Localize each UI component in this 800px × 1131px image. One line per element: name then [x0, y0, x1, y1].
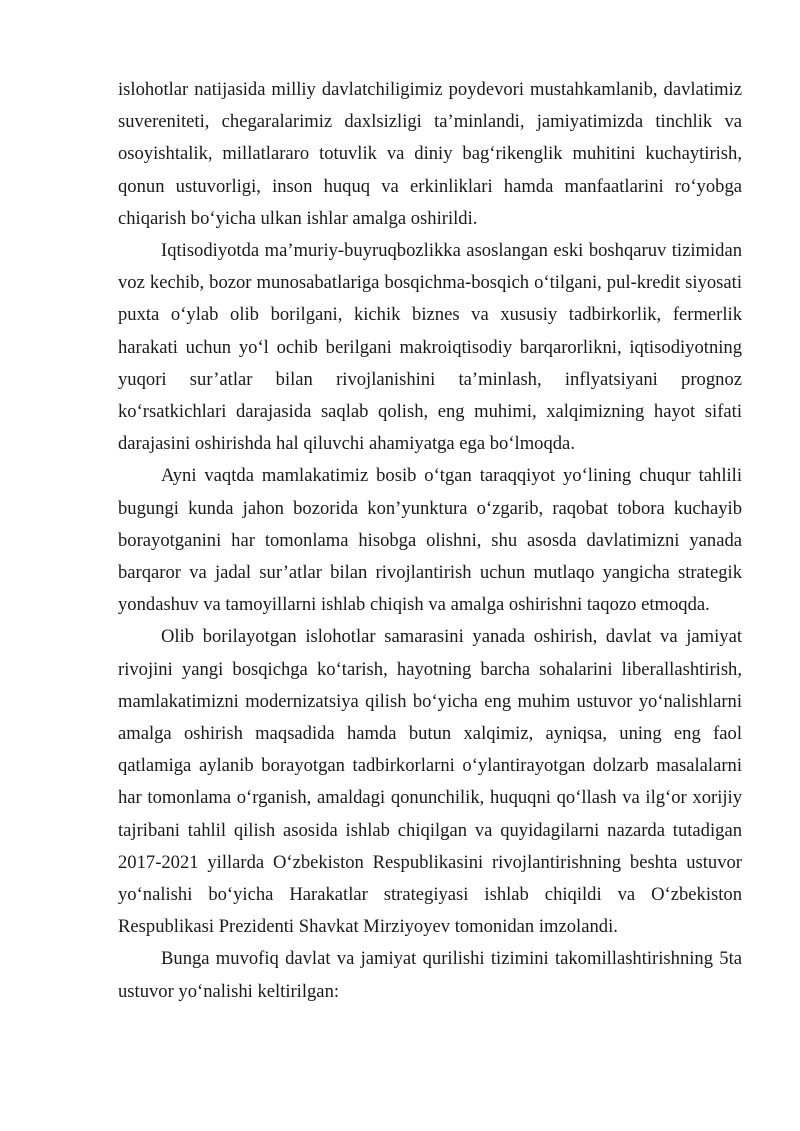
paragraph-2: Iqtisodiyotda ma’muriy-buyruqbozlikka asoslangan eski boshqaruv tizimidan voz kechib, bozor munosabatlariga bosqichma-bosqich o‘tilgani, pul-kredit siyosati puxta o‘ylab olib borilgani, kichik biznes va xususiy tadbirkorlik, fermerlik harakati uchun yo‘l ochib berilgani makroiqtisodiy barqarorlikni, iqtisodiyotning yuqori sur’atlar bilan rivojlanishini ta’minlash, inflyatsiyani prognoz ko‘rsatkichlari darajasida saqlab qolish, eng muhimi, xalqimizning hayot sifati darajasini oshirishda hal qiluvchi ahamiyatga ega bo‘lmoqda.	[118, 240, 742, 455]
paragraph-5: Bunga muvofiq davlat va jamiyat qurilishi tizimini takomillashtirishning 5ta ustuvor yo‘nalishi keltirilgan:	[118, 948, 742, 1002]
paragraph-3: Ayni vaqtda mamlakatimiz bosib o‘tgan taraqqiyot yo‘lining chuqur tahlili bugungi kunda jahon bozorida kon’yunktura o‘zgarib, raqobat tobora kuchayib borayotganini har tomonlama hisobga olishni, shu asosda davlatimizni yanada barqaror va jadal sur’atlar bilan rivojlantirish uchun mutlaqo yangicha strategik yondashuv va tamoyillarni ishlab chiqish va amalga oshirishni taqozo etmoqda.	[118, 465, 742, 616]
document-body	[118, 74, 742, 1008]
paragraph-1: islohotlar natijasida milliy davlatchiligimiz poydevori mustahkamlanib, davlatimiz suvereniteti, chegaralarimiz daxlsizligi ta’minlandi, jamiyatimizda tinchlik va osoyishtalik, millatlararo totuvlik va diniy bag‘rikenglik muhitini kuchaytirish, qonun ustuvorligi, inson huquq va erkinliklari hamda manfaatlarini ro‘yobga chiqarish bo‘yicha ulkan ishlar amalga oshirildi.	[118, 79, 742, 229]
paragraph-4: Olib borilayotgan islohotlar samarasini yanada oshirish, davlat va jamiyat rivojini yangi bosqichga ko‘tarish, hayotning barcha sohalarini liberallashtirish, mamlakatimizni modernizatsiya qilish bo‘yicha eng muhim ustuvor yo‘nalishlarni amalga oshirish maqsadida hamda butun xalqimiz, ayniqsa, uning eng faol qatlamiga aylanib borayotgan tadbirkorlarni o‘ylantirayotgan dolzarb masalalarni har tomonlama o‘rganish, amaldagi qonunchilik, huquqni qo‘llash va ilg‘or xorijiy tajribani tahlil qilish asosida ishlab chiqilgan va quyidagilarni nazarda tutadigan 2017-2021 yillarda O‘zbekiston Respublikasini rivojlantirishning beshta ustuvor yo‘nalishi bo‘yicha Harakatlar strategiyasi ishlab chiqildi va O‘zbekiston Respublikasi Prezidenti Shavkat Mirziyoyev tomonidan imzolandi.	[118, 626, 742, 938]
